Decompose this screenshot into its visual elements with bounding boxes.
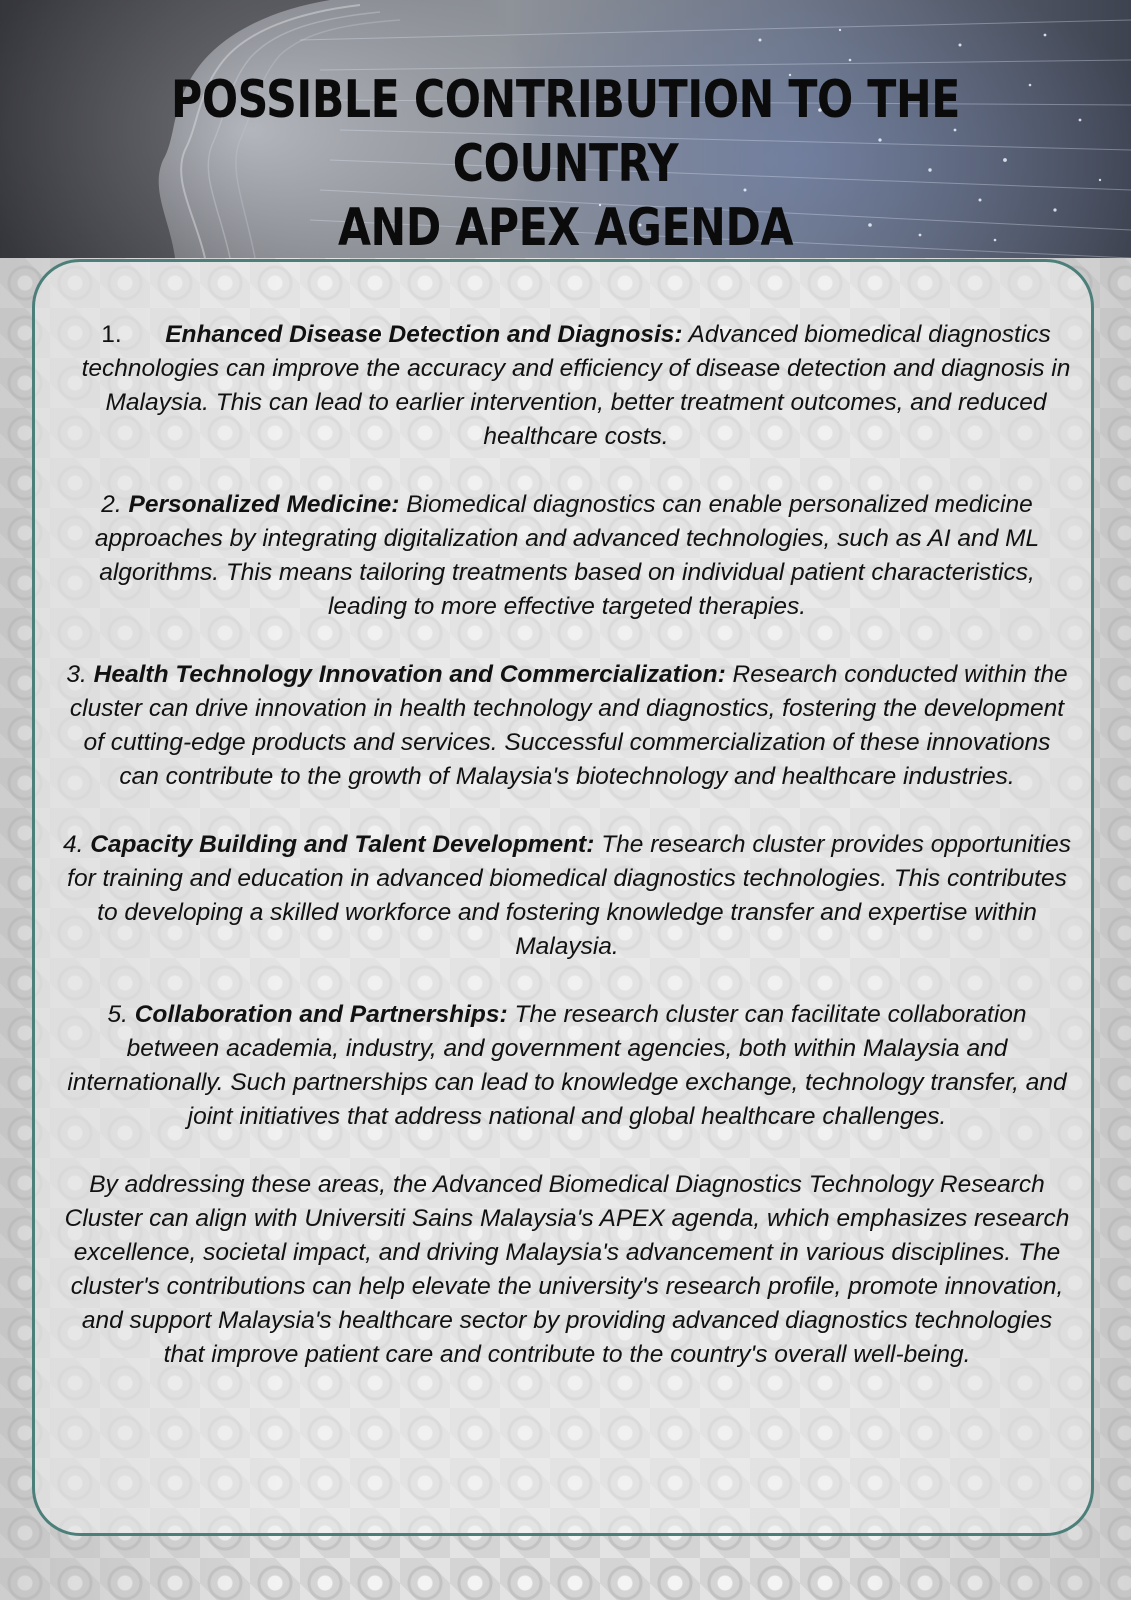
list-item-heading: Health Technology Innovation and Commercialization:	[93, 661, 726, 688]
page-title-line-2: AND APEX AGENDA	[337, 198, 794, 258]
list-item-heading: Personalized Medicine:	[128, 491, 400, 518]
list-item-number: 1.	[101, 321, 122, 348]
conclusion-paragraph: By addressing these areas, the Advanced Biomedical Diagnostics Technology Research Cluster can align with Universiti Sains Malaysia's APEX agenda, which emphasizes research excellence, societal impact, and driving Malaysia's advancement in various disciplines. The cluster's contributions can help elevate the university's research profile, promote innovation, and support Malaysia's healthcare sector by providing advanced diagnostics technologies that improve patient care and contribute to the country's overall well-being.	[64, 1171, 1070, 1368]
list-item	[62, 828, 1072, 964]
list-item	[62, 318, 1072, 454]
list-item-number: 3.	[66, 661, 87, 688]
list-item	[62, 998, 1072, 1134]
page-title	[167, 68, 963, 258]
list-item-body: Advanced biomedical diagnostics technologies can improve the accuracy and efficiency of disease detection and diagnosis in Malaysia. This can lead to earlier intervention, better treatment outcomes, and reduced healthcare costs.	[81, 321, 1071, 450]
list-item	[62, 488, 1072, 624]
contribution-list	[62, 318, 1072, 1406]
list-item-number: 4.	[62, 831, 84, 858]
list-item-heading: Collaboration and Partnerships:	[134, 1001, 508, 1028]
list-item-body: The research cluster can facilitate collaboration between academia, industry, and government agencies, both within Malaysia and internationally. Such partnerships can lead to knowledge exchange, technology transfer, and joint initiatives that address national and global healthcare challenges.	[67, 1001, 1067, 1130]
list-item-body: The research cluster provides opportunities for training and education in advanced biomedical diagnostics technologies. This contributes to developing a skilled workforce and fostering knowledge transfer and expertise within Malaysia.	[67, 831, 1072, 960]
list-item-number: 5.	[107, 1001, 128, 1028]
page-title-line-1: POSSIBLE CONTRIBUTION TO THE COUNTRY	[171, 70, 960, 194]
list-item-body: Biomedical diagnostics can enable personalized medicine approaches by integrating digitalization and advanced technologies, such as AI and ML algorithms. This means tailoring treatments based on individual patient characteristics, leading to more effective targeted therapies.	[94, 491, 1040, 620]
list-item-heading: Enhanced Disease Detection and Diagnosis:	[165, 321, 683, 348]
header-banner	[0, 0, 1131, 258]
list-item-heading: Capacity Building and Talent Development:	[90, 831, 595, 858]
list-item-number: 2.	[101, 491, 122, 518]
list-item	[62, 658, 1072, 794]
list-item-body: Research conducted within the cluster can drive innovation in health technology and diagnostics, fostering the development of cutting-edge products and services. Successful commercialization of these innovations can contribute to the growth of Malaysia's biotechnology and healthcare industries.	[69, 661, 1068, 790]
